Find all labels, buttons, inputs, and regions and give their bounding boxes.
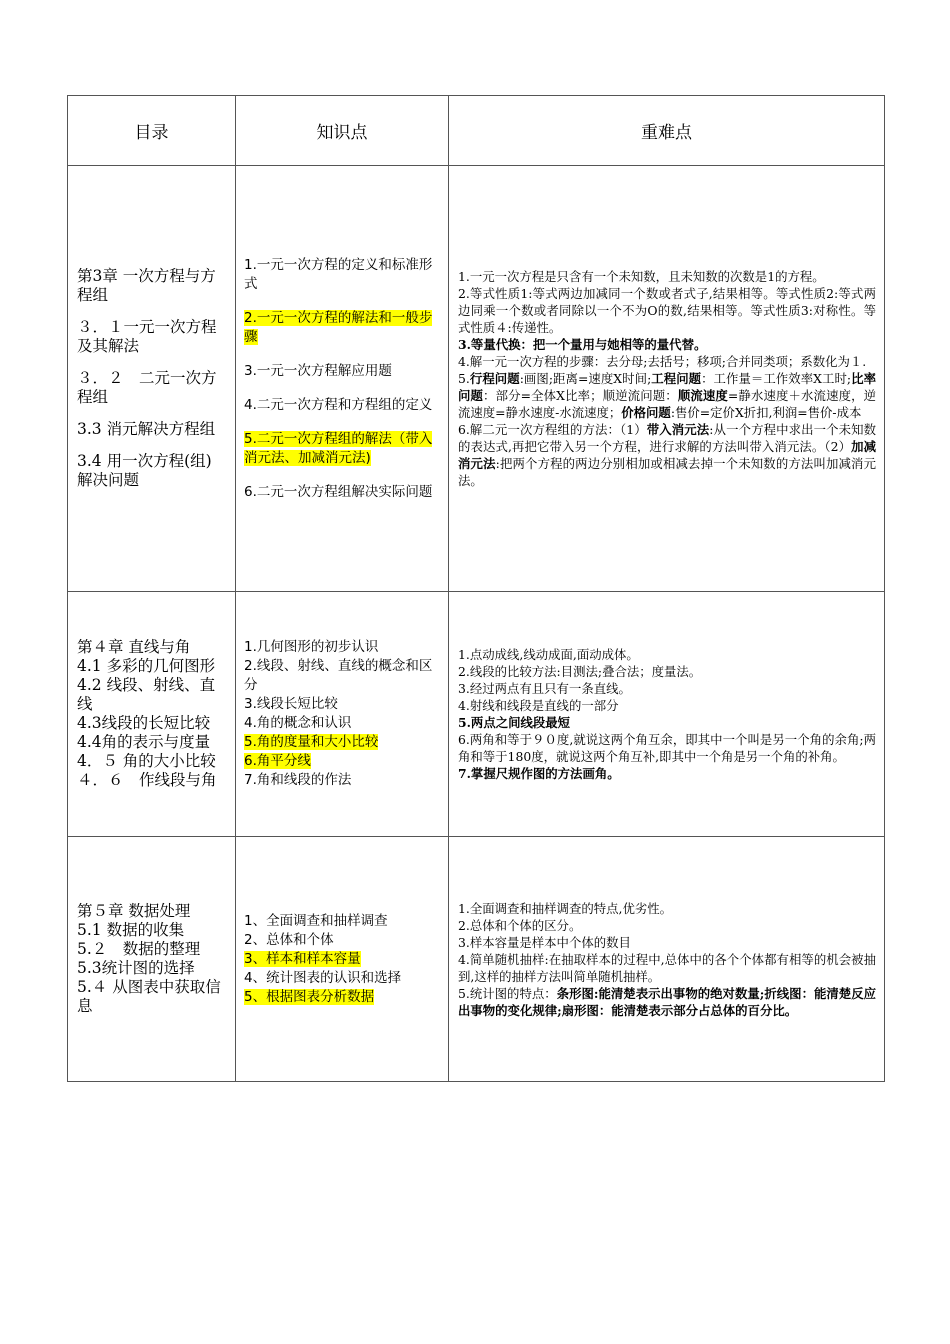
- outline-table: [67, 95, 885, 1082]
- difficulty-point: 2.等式性质1:等式两边加减同一个数或者式子,结果相等。等式性质2:等式两边同乘一个数或者同除以一个不为O的数,结果相等。等式性质3:对称性。等式性质４:传递性。: [458, 286, 876, 335]
- toc-line: 5.４ 从图表中获取信息: [77, 978, 221, 1015]
- difficulty-point: 2.总体和个体的区分。: [458, 917, 582, 933]
- difficulty-point: 5.行程问题:画图;距离=速度X时间;工程问题：工作量＝工作效率X工时;比率问题：部分=全体X比率；顺逆流问题：顺流速度=静水速度＋水流速度，逆流速度=静水速度-水流速度；价格问题:售价=定价X折扣,利润=售价-成本: [458, 371, 877, 420]
- knowledge-item-highlighted: 2.一元一次方程的解法和一般步骤: [244, 309, 433, 345]
- difficulty-point: 3.样本容量是样本中个体的数目: [458, 934, 631, 950]
- difficulty-cell: [449, 837, 885, 1082]
- table-row: [68, 166, 885, 592]
- knowledge-item: 3.线段长短比较: [244, 696, 338, 712]
- knowledge-item: 4.二元一次方程和方程组的定义: [244, 396, 433, 413]
- toc-line: 4.3线段的长短比较: [77, 714, 211, 732]
- difficulty-point: 4.射线和线段是直线的一部分: [458, 698, 619, 713]
- difficulty-point-bold: 7.掌握尺规作图的方法画角。: [458, 766, 620, 781]
- difficulty-point: 1.一元一次方程是只含有一个未知数，且未知数的次数是1的方程。: [458, 269, 825, 284]
- toc-line: 5.1 数据的收集: [77, 921, 185, 939]
- difficulty-point: 1.点动成线,线动成面,面动成体。: [458, 647, 639, 662]
- knowledge-item-highlighted: 3、样本和样本容量: [244, 950, 361, 967]
- toc-cell: [68, 837, 236, 1082]
- header-row: [68, 96, 885, 166]
- toc-line: 3.4 用一次方程(组)解决问题: [77, 452, 212, 489]
- knowledge-cell: [236, 166, 449, 592]
- header-knowledge: 知识点: [236, 96, 449, 166]
- knowledge-item: 1.一元一次方程的定义和标准形式: [244, 256, 433, 292]
- toc-cell: [68, 166, 236, 592]
- difficulty-point: 1.全面调查和抽样调查的特点,优劣性。: [458, 900, 673, 916]
- knowledge-item-highlighted: 5、根据图表分析数据: [244, 988, 375, 1005]
- knowledge-item-highlighted: 6.角平分线: [244, 753, 311, 769]
- knowledge-item: 7.角和线段的作法: [244, 772, 352, 788]
- toc-line: 4.2 线段、射线、直线: [77, 676, 216, 713]
- difficulty-point-bold: 5.两点之间线段最短: [458, 715, 571, 730]
- toc-line: ３．１一元一次方程及其解法: [77, 318, 217, 355]
- header-toc: 目录: [68, 96, 236, 166]
- toc-line: 5.２ 数据的整理: [77, 940, 201, 958]
- toc-line: 4.1 多彩的几何图形: [77, 657, 216, 675]
- toc-line: 第５章 数据处理: [77, 902, 191, 920]
- knowledge-item: 1.几何图形的初步认识: [244, 639, 379, 655]
- toc-line: 4.4角的表示与度量: [77, 733, 211, 751]
- knowledge-cell: [236, 837, 449, 1082]
- table-row: [68, 592, 885, 837]
- difficulty-cell: [449, 166, 885, 592]
- difficulty-point: 3.经过两点有且只有一条直线。: [458, 681, 631, 696]
- toc-cell: [68, 592, 236, 837]
- difficulty-point-bold: 3.等量代换：把一个量用与她相等的量代替。: [458, 337, 707, 352]
- toc-line: 4．５ 角的大小比较: [77, 752, 216, 770]
- knowledge-item: 1、全面调查和抽样调查: [244, 912, 388, 929]
- knowledge-item-highlighted: 5.二元一次方程组的解法（带入消元法、加减消元法): [244, 430, 433, 466]
- difficulty-point: 6.解二元一次方程组的方法：（1）带入消元法:从一个方程中求出一个未知数的表达式,再把它带入另一个方程，进行求解的方法叫带入消元法。（2）加减消元法:把两个方程的两边分别相加或相减去掉一个未知数的方法叫加减消元法。: [458, 422, 877, 488]
- toc-line: 3.3 消元解决方程组: [77, 420, 216, 438]
- difficulty-cell: [449, 592, 885, 837]
- difficulty-point: 2.线段的比较方法:目测法;叠合法；度量法。: [458, 664, 702, 679]
- knowledge-item-highlighted: 5.角的度量和大小比较: [244, 734, 379, 750]
- knowledge-item: 6.二元一次方程组解决实际问题: [244, 483, 433, 500]
- header-difficulty: 重难点: [449, 96, 885, 166]
- difficulty-point: 6.两角和等于９０度,就说这两个角互余，即其中一个叫是另一个角的余角;两角和等于180度，就说这两个角互补,即其中一个角是另一个角的补角。: [458, 732, 876, 764]
- table-row: [68, 837, 885, 1082]
- difficulty-point: 4.解一元一次方程的步骤：去分母;去括号；移项;合并同类项；系数化为１.: [458, 354, 867, 369]
- toc-line: 第3章 一次方程与方程组: [77, 267, 216, 304]
- toc-line: 第４章 直线与角: [77, 638, 191, 656]
- knowledge-item: 4.角的概念和认识: [244, 715, 352, 731]
- knowledge-item: 2.线段、射线、直线的概念和区分: [244, 658, 433, 693]
- difficulty-point: 5.统计图的特点：条形图:能清楚表示出事物的绝对数量;折线图：能清楚反应出事物的变化规律;扇形图：能清楚表示部分占总体的百分比。: [458, 985, 876, 1018]
- knowledge-item: 2、总体和个体: [244, 931, 334, 948]
- toc-line: ３．２ 二元一次方程组: [77, 369, 217, 406]
- difficulty-point: 4.简单随机抽样:在抽取样本的过程中,总体中的各个个体都有相等的机会被抽到,这样的抽样方法叫简单随机抽样。: [458, 951, 876, 984]
- knowledge-item: 3.一元一次方程解应用题: [244, 362, 392, 379]
- knowledge-cell: [236, 592, 449, 837]
- toc-line: 5.3统计图的选择: [77, 959, 195, 977]
- toc-line: ４．６ 作线段与角: [77, 771, 217, 789]
- knowledge-item: 4、统计图表的认识和选择: [244, 969, 402, 986]
